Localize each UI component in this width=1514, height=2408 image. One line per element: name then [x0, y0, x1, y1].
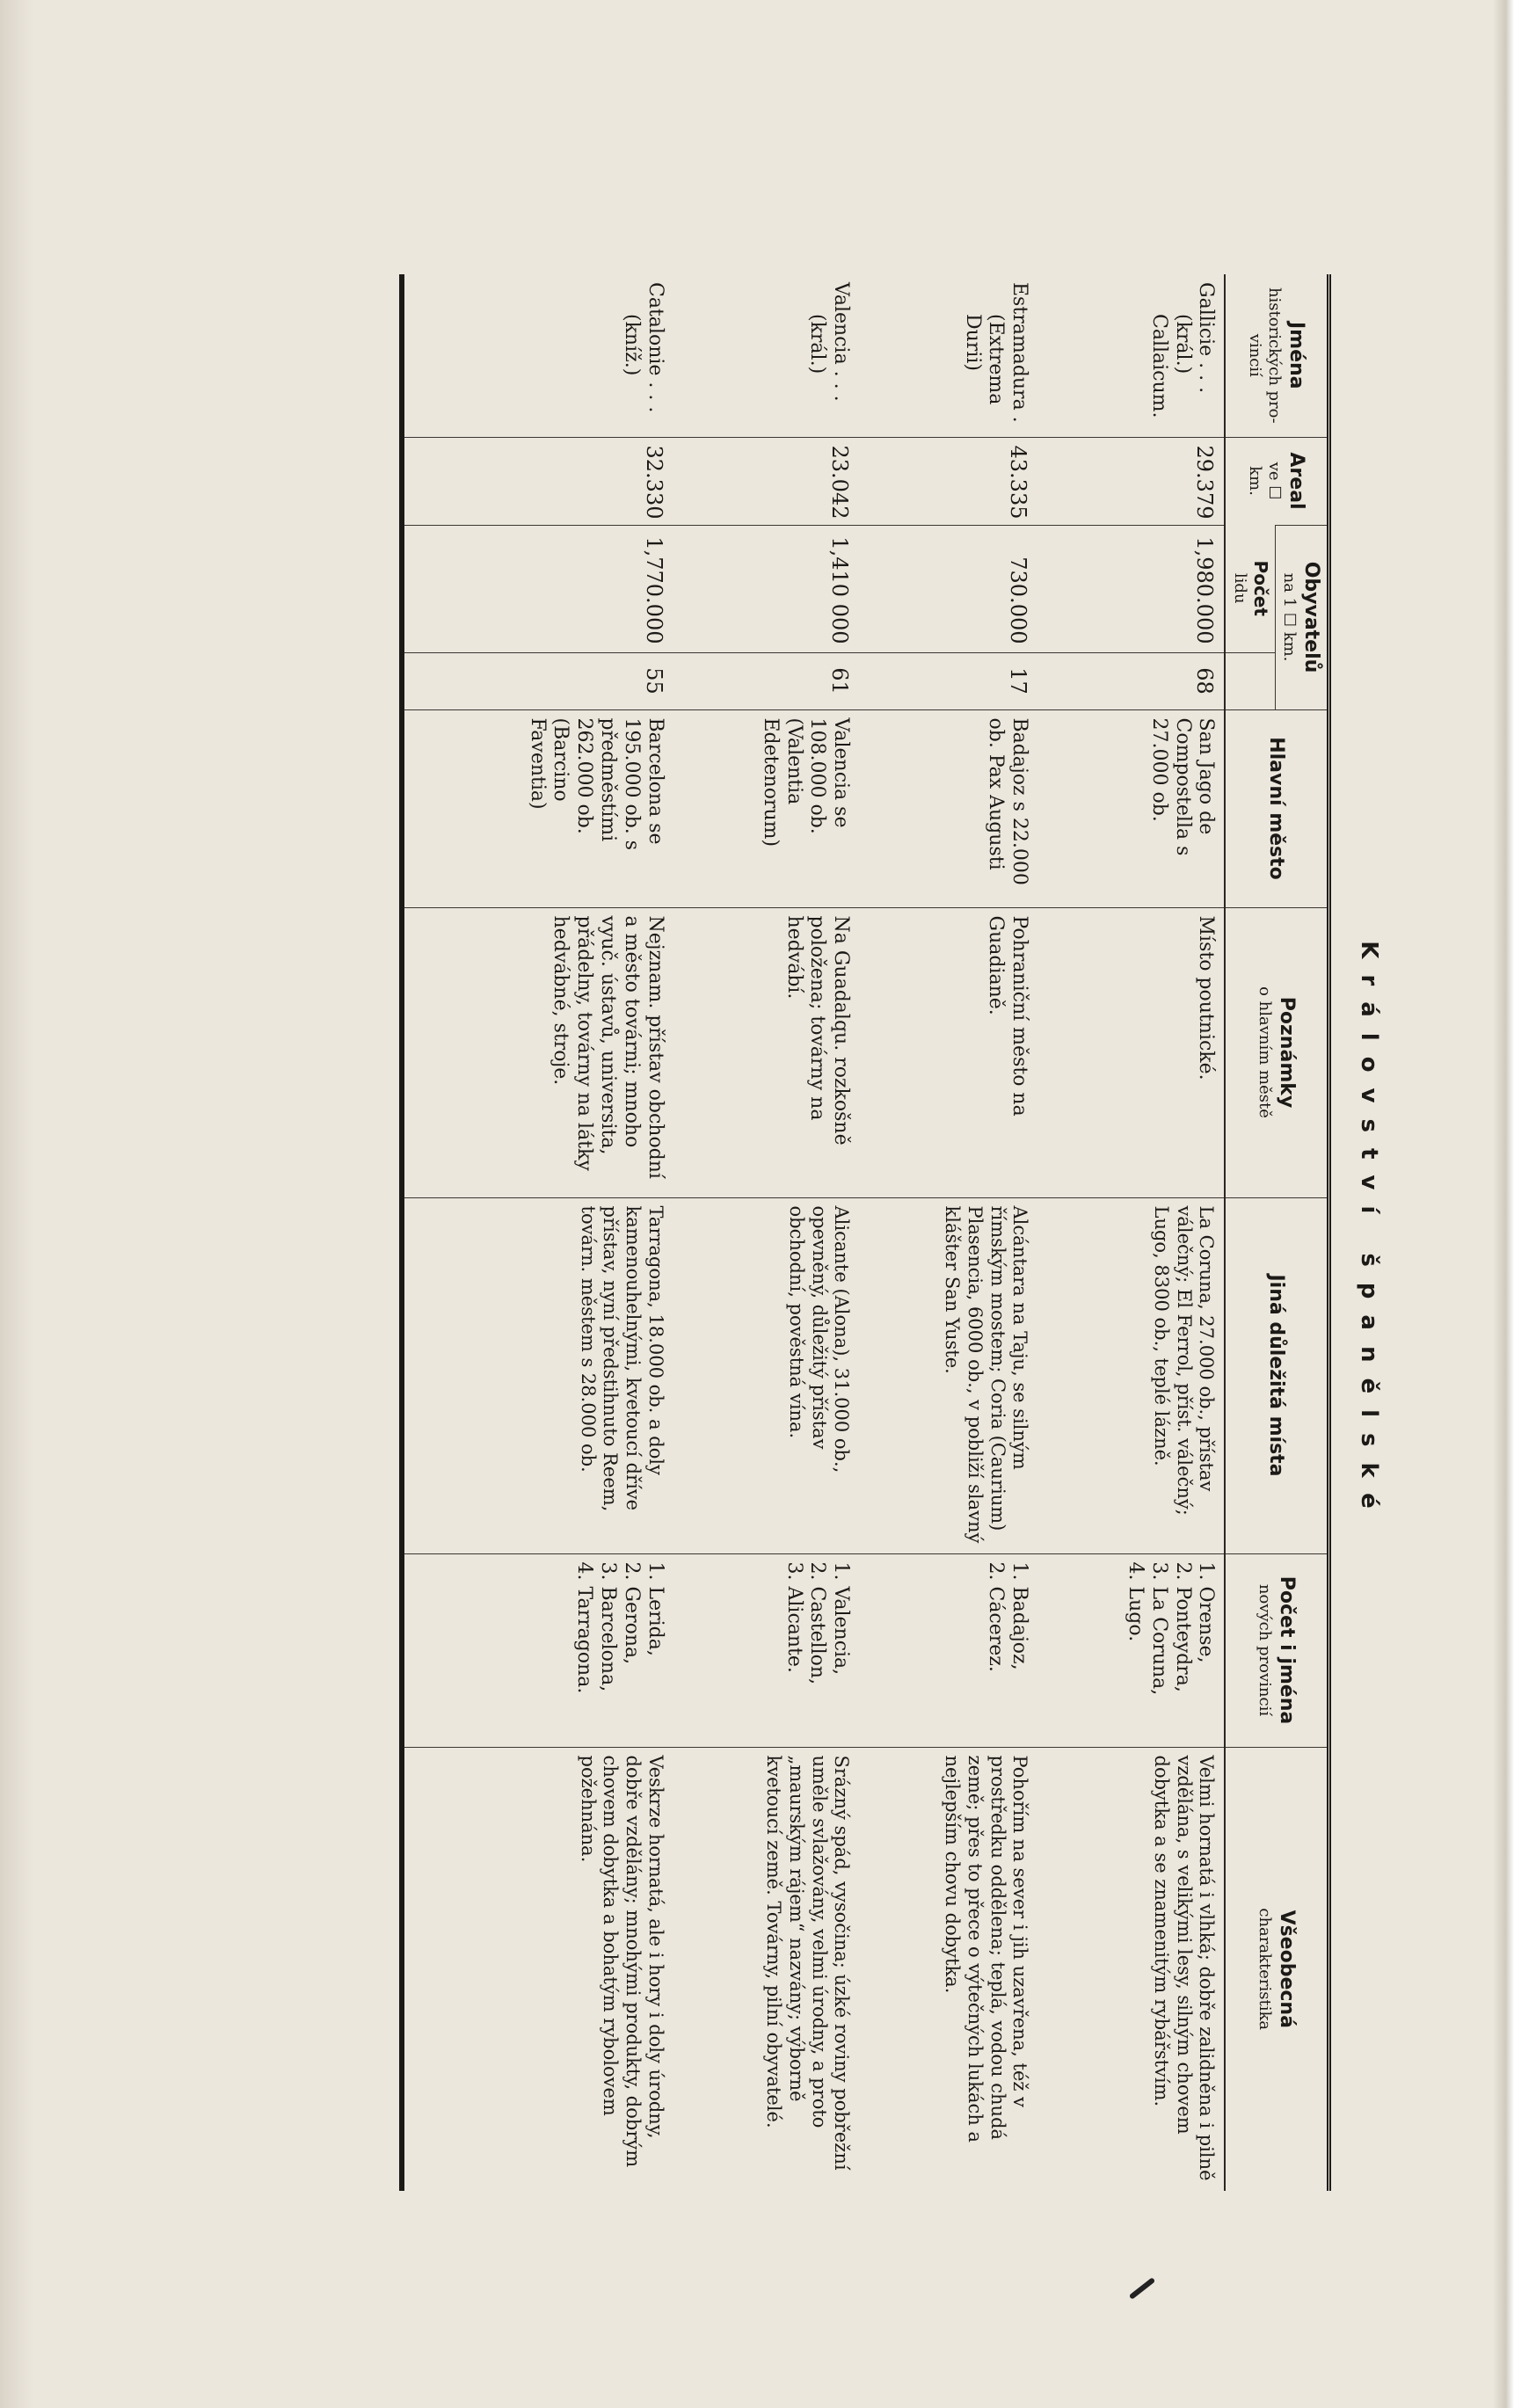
header-capital-label: Hlavní město: [1265, 737, 1288, 880]
province-latin-name: (Extrema Durii): [961, 314, 1008, 405]
other-places-cell: Tarragona, 18.000 ob. a doly kamenouhelnými, kvetoucí dříve přístav, nyní předstihnuto Reem, továrn. městem s 28.000 ob.: [402, 1197, 673, 1553]
header-notes-sub: o hlavním městě: [1256, 986, 1275, 1118]
rotated-table-sheet: [389, 274, 1382, 2191]
population-cell: 730.000: [859, 525, 1037, 652]
province-name: Catalonie . . .: [644, 282, 666, 413]
table-row: [1037, 274, 1225, 2191]
header-new-provinces-sub: nových provincií: [1256, 1583, 1275, 1717]
header-other-places: [1226, 1197, 1329, 1553]
header-names-sub: historických pro-vincií: [1246, 287, 1285, 424]
notes-cell: Místo poutnické.: [1037, 907, 1225, 1197]
header-density-group-label: Obyvatelů: [1300, 561, 1322, 673]
area-cell: 32.330: [402, 437, 673, 525]
list-item: 3. Barcelona,: [597, 1561, 620, 1692]
other-places-cell: La Coruna, 27.000 ob., přístav válečný; El Ferrol, příst. válečný; Lugo, 8300 ob., teplé lázně.: [1037, 1197, 1225, 1553]
new-provinces-cell: [673, 1553, 859, 1747]
new-provinces-list: [571, 1562, 666, 1739]
list-item: 2. Gerona,: [620, 1561, 643, 1665]
header-capital: [1226, 709, 1329, 907]
header-notes: [1226, 907, 1329, 1197]
list-item: 1. Orense,: [1195, 1561, 1218, 1663]
characteristics-cell: Velmi hornatá i vlhká; dobře zalidněna i pilně vzdělána, s velikými lesy, silným chovem dobytka a se znamenitým rybářstvím.: [1037, 1747, 1225, 2191]
provinces-table: [399, 274, 1331, 2191]
other-places-cell: Alicante (Alona), 31.000 ob., opevněný, důležitý přístav obchodní, pověstná vína.: [673, 1197, 859, 1553]
header-names: [1226, 274, 1329, 437]
list-item: 1. Valencia,: [830, 1561, 853, 1676]
table-row: [673, 274, 859, 2191]
table-row: [402, 274, 673, 2191]
density-cell: 55: [402, 652, 673, 709]
list-item: 4. Lugo.: [1125, 1561, 1147, 1642]
characteristics-cell: Srázný spád, vysočina; úzké roviny pobřežní uměle svlažovány, velmi úrodny, a proto „maurským rájem“ nazvány; výborně kvetoucí země. Továrny, pilní obyvatelé.: [673, 1747, 859, 2191]
header-notes-label: Poznámky: [1275, 996, 1298, 1109]
header-area-label: Areal: [1285, 452, 1307, 510]
list-item: 2. Cácerez.: [985, 1561, 1008, 1672]
header-population-sub: lidu: [1231, 572, 1249, 604]
province-status: (král.): [806, 314, 829, 375]
list-item: 2. Ponteydra,: [1171, 1561, 1194, 1692]
characteristics-cell: Pohořím na sever i jih uzavřena, též v prostředku oddělena; teplá, vodou chudá země; přes to přece o výtečných lukách a nejlepším chovu dobytka.: [859, 1747, 1037, 2191]
province-status: (král.): [1171, 314, 1194, 375]
list-item: 3. La Coruna,: [1147, 1561, 1170, 1696]
province-name: Gallicie . . .: [1195, 282, 1218, 394]
notes-cell: Nejznam. přístav obchodní a město továrni; mnoho vyuč. ústavů, universita, přádelny, továrny na látky hedvábné, stroje.: [402, 907, 673, 1197]
population-cell: 1,980.000: [1037, 525, 1225, 652]
header-characteristics-sub: charakteristika: [1256, 1908, 1275, 2031]
capital-cell: Barcelona se 195.000 ob. s předměstími 262.000 ob. (Barcino Faventia): [402, 709, 673, 907]
header-names-label: Jména: [1285, 321, 1307, 389]
density-cell: 68: [1037, 652, 1225, 709]
new-provinces-list: [782, 1562, 852, 1739]
header-population: [1226, 525, 1276, 652]
header-new-provinces-label: Počet i jména: [1275, 1575, 1298, 1725]
notes-cell: Pohraniční město na Guadianě.: [859, 907, 1037, 1197]
province-name-cell: [673, 274, 859, 437]
header-density-group: [1276, 525, 1329, 709]
header-density-group-sub: na 1 ☐ km.: [1280, 572, 1299, 662]
header-area-sub: ve ☐ km.: [1246, 462, 1285, 500]
province-name-cell: [402, 274, 673, 437]
list-item: 3. Alicante.: [782, 1561, 805, 1673]
area-cell: 23.042: [673, 437, 859, 525]
header-population-label: Počet: [1250, 560, 1271, 616]
new-provinces-cell: [1037, 1553, 1225, 1747]
list-item: 2. Castellon,: [806, 1561, 829, 1685]
running-title: Království španělské: [1356, 941, 1382, 1524]
new-provinces-list: [984, 1562, 1031, 1739]
list-item: 4. Tarragona.: [573, 1561, 596, 1694]
table-row: [859, 274, 1037, 2191]
list-item: 1. Badajoz,: [1008, 1561, 1031, 1670]
province-name-cell: [1037, 274, 1225, 437]
header-area: [1226, 437, 1329, 525]
province-latin-name: Callaicum.: [1147, 314, 1170, 418]
density-cell: 61: [673, 652, 859, 709]
province-name: Valencia . . .: [830, 282, 853, 402]
capital-cell: Valencia se 108.000 ob. (Valentia Edetenorum): [673, 709, 859, 907]
province-name-cell: [859, 274, 1037, 437]
ink-mark: [1129, 2277, 1155, 2300]
header-row: [1276, 274, 1329, 2191]
header-new-provinces: [1226, 1553, 1329, 1747]
header-characteristics: [1226, 1747, 1329, 2191]
province-status: (kníž.): [620, 314, 643, 376]
characteristics-cell: Veskrze hornatá, ale i hory i doly úrodny, dobře vzdělány; mnohými produkty, dobrým chovem dobytka a bohatým rybolovem požehnána.: [402, 1747, 673, 2191]
other-places-cell: Alcántara na Taju, se silným římským mostem; Coria (Caurium) Plasencia, 6000 ob., v pobliží slavný klášter San Yuste.: [859, 1197, 1037, 1553]
capital-cell: Badajoz s 22.000 ob. Pax Augusti: [859, 709, 1037, 907]
new-provinces-list: [1123, 1562, 1217, 1739]
header-density: [1226, 652, 1276, 709]
notes-cell: Na Guadalqu. rozkošně položena; továrny na hedvábí.: [673, 907, 859, 1197]
density-cell: 17: [859, 652, 1037, 709]
list-item: 1. Lerida,: [644, 1561, 666, 1656]
population-cell: 1,770.000: [402, 525, 673, 652]
province-name: Estramadura .: [1008, 282, 1031, 423]
new-provinces-cell: [402, 1553, 673, 1747]
capital-cell: San Jago de Compostella s 27.000 ob.: [1037, 709, 1225, 907]
population-cell: 1,410 000: [673, 525, 859, 652]
new-provinces-cell: [859, 1553, 1037, 1747]
page-edge: [1493, 0, 1514, 2408]
area-cell: 29.379: [1037, 437, 1225, 525]
header-other-places-label: Jiná důležitá místa: [1265, 1274, 1288, 1477]
header-characteristics-label: Všeobecná: [1275, 1910, 1298, 2028]
page-gutter-shadow: [0, 0, 33, 2408]
area-cell: 43.335: [859, 437, 1037, 525]
